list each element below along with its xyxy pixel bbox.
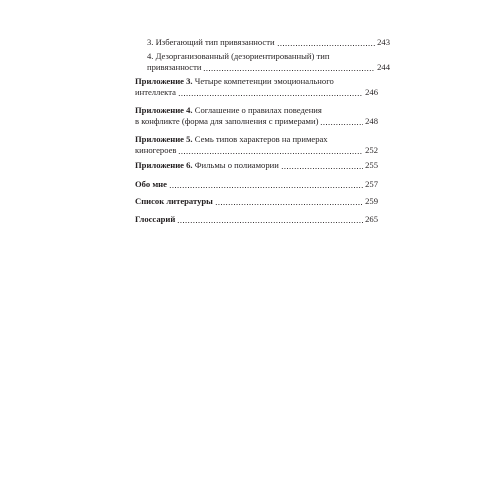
toc-page-number: 246 bbox=[365, 87, 378, 97]
toc-entry-label: Приложение 4. bbox=[135, 105, 193, 115]
toc-entry-title: Семь типов характеров на примерах bbox=[194, 134, 328, 144]
dot-leader bbox=[277, 45, 376, 46]
toc-entry-label: Приложение 5. bbox=[135, 134, 193, 144]
dot-leader bbox=[203, 70, 375, 71]
toc-page-number: 252 bbox=[365, 145, 378, 155]
toc-page-number: 259 bbox=[365, 196, 378, 206]
toc-entry-appendix-3[interactable] bbox=[135, 76, 378, 98]
toc-entry-title: Четыре компетенции эмоционального bbox=[194, 76, 334, 86]
toc-entry-title-continued: киногероев bbox=[135, 145, 177, 155]
toc-entry-title-continued: интеллекта bbox=[135, 87, 176, 97]
dot-leader bbox=[215, 204, 363, 205]
toc-entry-about-me[interactable] bbox=[135, 179, 378, 190]
toc-entry-appendix-4[interactable] bbox=[135, 105, 378, 127]
dot-leader bbox=[178, 95, 363, 96]
toc-entry-title-continued: привязанности bbox=[147, 62, 202, 72]
toc-entry-title: 4. Дезорганизованный (дезориентированный) тип bbox=[147, 51, 330, 61]
dot-leader bbox=[178, 153, 363, 154]
toc-entry-label: Приложение 3. bbox=[135, 76, 193, 86]
toc-entry-title: Соглашение о правилах поведения bbox=[194, 105, 322, 115]
dot-leader bbox=[320, 124, 363, 125]
toc-entry-appendix-6[interactable] bbox=[135, 160, 378, 171]
toc-page-number: 243 bbox=[377, 37, 390, 47]
toc-page-number: 257 bbox=[365, 179, 378, 189]
dot-leader bbox=[177, 222, 363, 223]
toc-entry-glossary[interactable] bbox=[135, 214, 378, 225]
toc-entry-title-continued: в конфликте (форма для заполнения с примерами) bbox=[135, 116, 319, 126]
toc-entry-label: Приложение 6. bbox=[135, 160, 193, 170]
toc-entry-appendix-5[interactable] bbox=[135, 134, 378, 156]
toc-entry-disorganized-attachment[interactable] bbox=[135, 51, 390, 73]
toc-page-number: 255 bbox=[365, 160, 378, 170]
toc-entry-title: Обо мне bbox=[135, 179, 167, 189]
toc-page-number: 265 bbox=[365, 214, 378, 224]
toc-entry-title: 3. Избегающий тип привязанности bbox=[147, 37, 275, 47]
toc-entry-title: Фильмы о полиамории bbox=[194, 160, 279, 170]
dot-leader bbox=[281, 168, 363, 169]
toc-page-number: 248 bbox=[365, 116, 378, 126]
dot-leader bbox=[169, 187, 363, 188]
toc-entry-bibliography[interactable] bbox=[135, 196, 378, 207]
toc-entry-title: Список литературы bbox=[135, 196, 213, 206]
toc-entry-title: Глоссарий bbox=[135, 214, 176, 224]
toc-page-number: 244 bbox=[377, 62, 390, 72]
toc-entry-avoidant-attachment[interactable] bbox=[135, 37, 390, 48]
